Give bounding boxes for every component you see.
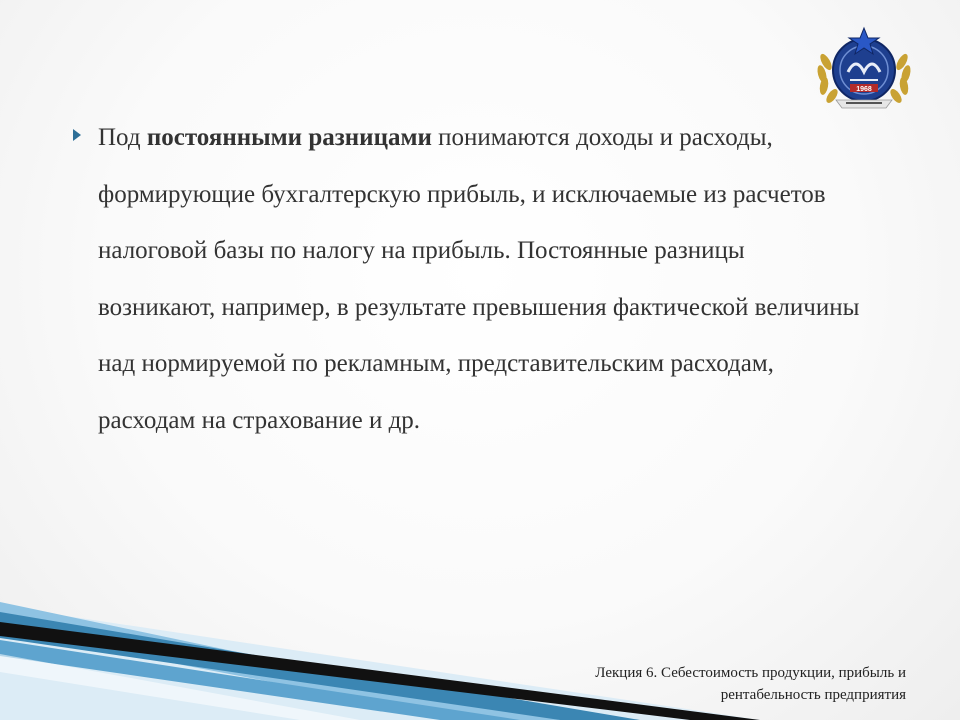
footer-line-1: Лекция 6. Себестоимость продукции, прибыль и	[595, 665, 906, 681]
triangle-right-icon	[72, 128, 82, 142]
body-paragraph	[98, 110, 862, 449]
body-prefix: Под	[98, 124, 147, 151]
body-bold-term: постоянными разницами	[146, 124, 432, 151]
university-emblem-icon	[812, 22, 916, 112]
content-area	[72, 110, 862, 449]
footer-caption	[486, 662, 906, 706]
body-rest: понимаются доходы и расходы, формирующие бухгалтерскую прибыль, и исключаемые из расчетов налоговой базы по налогу на прибыль. Постоянные разницы возникают, например, в результате превышения фактической величины над нормируемой по рекламным, представительским расходам, расходам на страхование и др.	[98, 124, 860, 434]
logo-year: 1968	[856, 86, 872, 93]
footer-line-2: рентабельность предприятия	[720, 687, 906, 703]
